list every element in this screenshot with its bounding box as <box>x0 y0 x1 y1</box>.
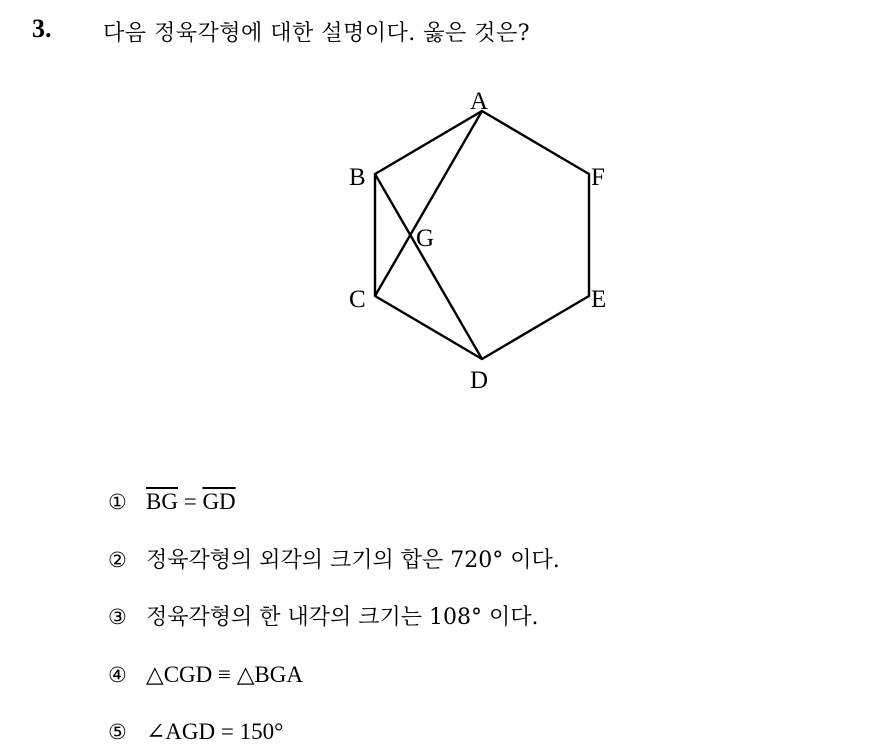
vertex-label-F: F <box>591 164 605 191</box>
question-text: 다음 정육각형에 대한 설명이다. 옳은 것은? <box>103 21 531 46</box>
vertex-label-D: D <box>470 367 489 394</box>
choice-5-text: ∠AGD = 150° <box>146 719 284 744</box>
choice-2-text: 정육각형의 외각의 크기의 합은 720° 이다. <box>146 548 560 573</box>
choice-3[interactable] <box>108 599 538 635</box>
segment-GD: $\overline{GD}$ <box>202 489 236 514</box>
choice-3-marker: ③ <box>108 605 127 629</box>
vertex-label-C: C <box>349 286 366 313</box>
choice-5[interactable] <box>108 714 283 750</box>
vertex-label-A: A <box>470 88 489 115</box>
intersection-label-G: G <box>416 225 435 252</box>
choice-3-text: 정육각형의 한 내각의 크기는 108° 이다. <box>146 605 539 630</box>
choice-4[interactable] <box>108 657 303 693</box>
vertex-label-B: B <box>349 164 366 191</box>
choice-2-marker: ② <box>108 548 127 572</box>
choice-1[interactable] <box>108 484 236 520</box>
hexagon-outline <box>375 111 589 359</box>
choice-4-marker: ④ <box>108 663 127 687</box>
equals-sign: = <box>177 489 203 514</box>
vertex-label-E: E <box>591 286 607 313</box>
segment-BG: $\overline{BG}$ <box>146 489 178 514</box>
choice-2[interactable] <box>108 542 560 578</box>
choice-4-text: △CGD ≡ △BGA <box>146 662 303 687</box>
choice-1-marker: ① <box>108 490 127 514</box>
question-number: 3. <box>32 14 52 43</box>
choice-5-marker: ⑤ <box>108 720 127 744</box>
choice-1-text <box>146 489 236 514</box>
